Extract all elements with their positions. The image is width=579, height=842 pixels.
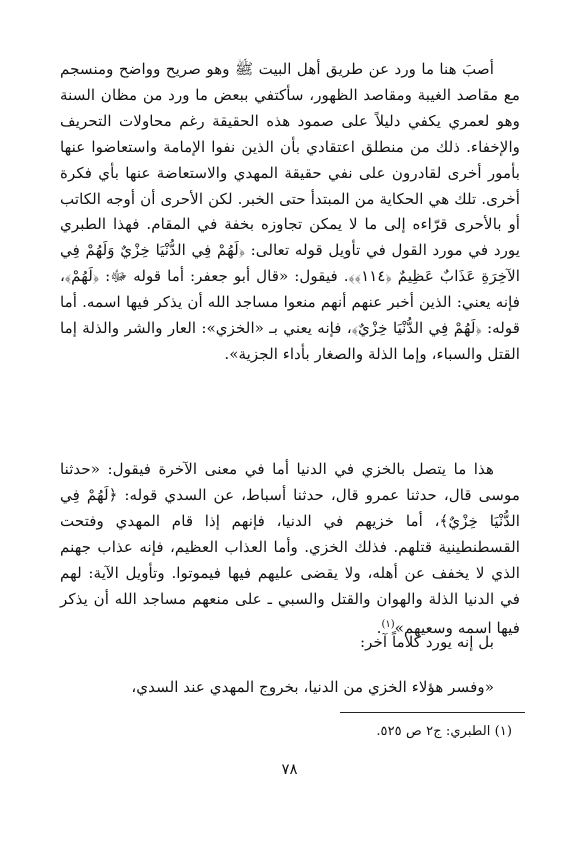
paragraph-2-end: . [376,619,382,638]
paragraph-2 [60,457,520,642]
paragraph-4: «وفسر هؤلاء الخزي من الدنيا، بخروج المهدي عند السدي، [131,678,494,696]
body-paragraph [60,630,520,656]
paragraph-2-text: هذا ما يتصل بالخزي في الدنيا أما في معنى الآخرة فيقول: «حدثنا موسى قال، حدثنا عمرو قال، حدثنا أسباط، عن السدي قوله: ﴿لَهُمْ فِي الدُّنْيَا خِزْيٌ﴾، أما خزيهم في الدنيا، فإنهم إذا قام المهدي وفتحت القسطنطينية قتلهم. فذلك الخزي. وأما العذاب العظيم، فإنه عذاب جهنم الذي لا يخفف عن أهله، ولا يقضى عليهم فيها فيموتوا. وتأويل الآية: لهم في الدنيا الذلة والهوان والقتل والسبي ـ على منعهم مساجد الله أن يذكر فيها اسمه وسعيهم» [60,460,520,638]
body-paragraph [60,457,520,642]
paragraph-3: بل إنه يورد كلاماً آخر: [360,633,494,651]
body-paragraph [60,57,520,368]
footnote-divider [340,712,525,713]
footnote-reference[interactable]: (١) [381,619,395,631]
footnote: (١) الطبري: ج٢ ص ٥٢٥. [376,724,512,739]
body-paragraph [60,675,520,701]
page-number: ٧٨ [281,760,298,778]
paragraph-1: أصبَ هنا ما ورد عن طريق أهل البيت ﷺ وهو صريح وواضح ومنسجم مع مقاصد الغيبة ومقاصد الظهور، سأكتفي ببعض ما ورد من مظان السنة وهو لعمري يكفي دليلاً على صمود هذه الحقيقة رغم محاولات التحريف والإخفاء. ذلك من منطلق اعتقادي بأن الذين نفوا الإمامة واستعاضوا عنها بأمور أخرى لقادرون على نفي حقيقة المهدي والاستعاضة عنها بأي فكرة أخرى. تلك هي الحكاية من المبتدأ حتى الخبر. لكن الأحرى أن أوجه الكاتب أو بالأحرى قرّاءه إلى ما لا يمكن تجاوزه بخفة في المقام. فهذا الطبري يورد في مورد القول في تأويل قوله تعالى: ﴿لَهُمْ فِي الدُّنْيَا خِزْيٌ وَلَهُمْ فِي الآخِرَةِ عَذَابٌ عَظِيمٌ ﴿١١٤﴾﴾. فيقول: «قال أبو جعفر: أما قوله ﷻ: ﴿لَهُمْ﴾، فإنه يعني: الذين أخبر عنهم أنهم منعوا مساجد الله أن يذكر فيها اسمه. أما قوله: ﴿لَهُمْ فِي الدُّنْيَا خِزْيٌ﴾، فإنه يعني بـ «الخزي»: العار والشر والذلة إما القتل والسباء، وإما الذلة والصغار بأداء الجزية». [60,60,520,363]
